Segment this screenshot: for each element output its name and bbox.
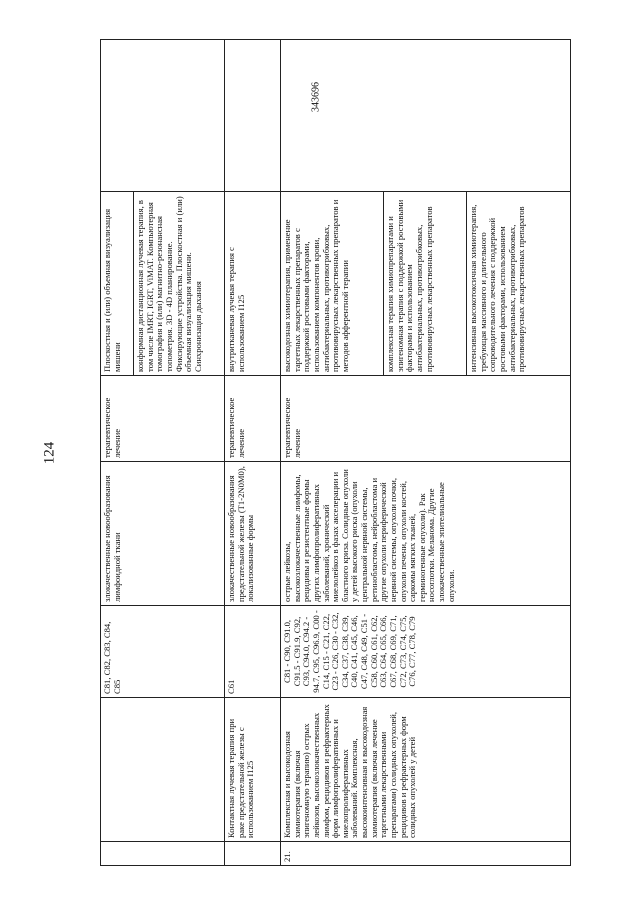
empty-cell: [281, 40, 571, 192]
treatment-type-cell: терапевтическое лечение: [225, 376, 281, 462]
table-row: [281, 40, 571, 866]
row-number-cell: [101, 842, 225, 866]
icd-codes-cell: C61: [225, 606, 281, 698]
treatment-method-cell: внутритканевая лучевая терапия с использованием I125: [225, 192, 281, 376]
care-type-cell: Комплексная и высокодозная химиотерапия (включая эпигеномную терапию) острых лейкозов, высокозлокачественных лимфом, рецидивов и рефрактерных форм лимфопролиферативных и миелопролиферативных заболеваний. Комплексная, высокоинтенсивная и высокодозная химиотерапия (включая лечение таргетными лекарственными препаратами) солидных опухолей, рецидивов и рефрактерных форм солидных опухолей у детей: [281, 698, 571, 842]
icd-codes-cell: C81, C82, C83, C84, C85: [101, 606, 225, 698]
empty-cell: [225, 40, 281, 192]
treatment-type-cell: терапевтическое лечение: [101, 376, 225, 462]
treatment-type-cell: терапевтическое лечение: [281, 376, 571, 462]
icd-codes-cell: C81 - C90, C91.0, C91.5 - C91.9, C92, C93, C94.0, C94.2 - 94.7, C95, C96.9, C00 - C14, C15 - C21, C22, C23 - C26, C30 - C32, C34, C37, C38, C39, C40, C41, C45, C46, C47, C48, C49, C51 - C58, C60, C61, C62, C63, C64, C65, C66, C67, C68, C69, C71, C72, C73, C74, C75, C76, C77, C78, C79: [281, 606, 571, 698]
row-number-cell: [225, 842, 281, 866]
method-item: высокодозная химиотерапия, применение таргетных лекарственных препаратов с поддержкой ростовыми факторами, использованием компонентов крови, антибактериальных, противогрибковых, противовирусных лекарственных препаратов и методов афферентной терапии: [281, 192, 384, 375]
row-number-cell: 21.: [281, 842, 571, 866]
rotated-table-sheet: [100, 40, 590, 866]
empty-cell: [101, 40, 225, 192]
table-row: [225, 40, 281, 866]
table-row: [101, 40, 225, 866]
method-item: комплексная терапия химиопрепаратами и эпигеномная терапия с поддержкой ростовыми факторами и использованием антибактериальных, противогрибковых, противовирусных лекарственных препаратов: [384, 192, 467, 375]
care-type-cell: Контактная лучевая терапия при раке предстательной железы с использованием I125: [225, 698, 281, 842]
page-number: [40, 438, 60, 468]
method-item: конформная дистанционная лучевая терапия, в том числе IMRT, IGRT, ViMAT. Компьютерная томография и (или) магнитно-резонансная топометрия. 3D - 4D планирование. Фиксирующие устройства. Плоскостная и (или) объемная визуализация мишени. Синхронизация дыхания: [135, 196, 203, 372]
care-type-cell: [101, 698, 225, 842]
patient-model-cell: острые лейкозы, высокозлокачественные лимфомы, рецидивы и резистентные формы других лимфопролиферативных заболеваний, хронический миелолейкоз в фазах акселерации и бластного криза. Солидные опухоли у детей высокого риска (опухоли центральной нервной системы, ретинобластома, нейробластома и другие опухоли периферической нервной системы, опухоли почки, опухоли печени, опухоли костей, саркомы мягких тканей, герминогенные опухоли). Рак носоглотки. Меланома. Другие злокачественные эпителиальные опухоли.: [281, 462, 571, 606]
patient-model-cell: злокачественные новообразования предстательной железы (T1-2N0M0), локализованные формы: [225, 462, 281, 606]
method-item: интенсивная высокотоксичная химиотерапия, требующая массивного и длительного сопроводительного лечения с поддержкой ростовыми факторами, использованием антибактериальных, противогрибковых, противовирусных лекарственных препаратов: [468, 204, 527, 372]
treatment-method-cell: [281, 192, 571, 376]
method-item: Плоскостная и (или) объемная визуализация мишени: [101, 192, 134, 375]
document-code-text: 343696: [310, 82, 322, 112]
page-number-text: 124: [41, 441, 58, 465]
treatment-table: [100, 39, 571, 866]
treatment-method-cell: [101, 192, 225, 376]
table-rotator: [100, 40, 590, 866]
patient-model-cell: злокачественные новообразования лимфоидной ткани: [101, 462, 225, 606]
